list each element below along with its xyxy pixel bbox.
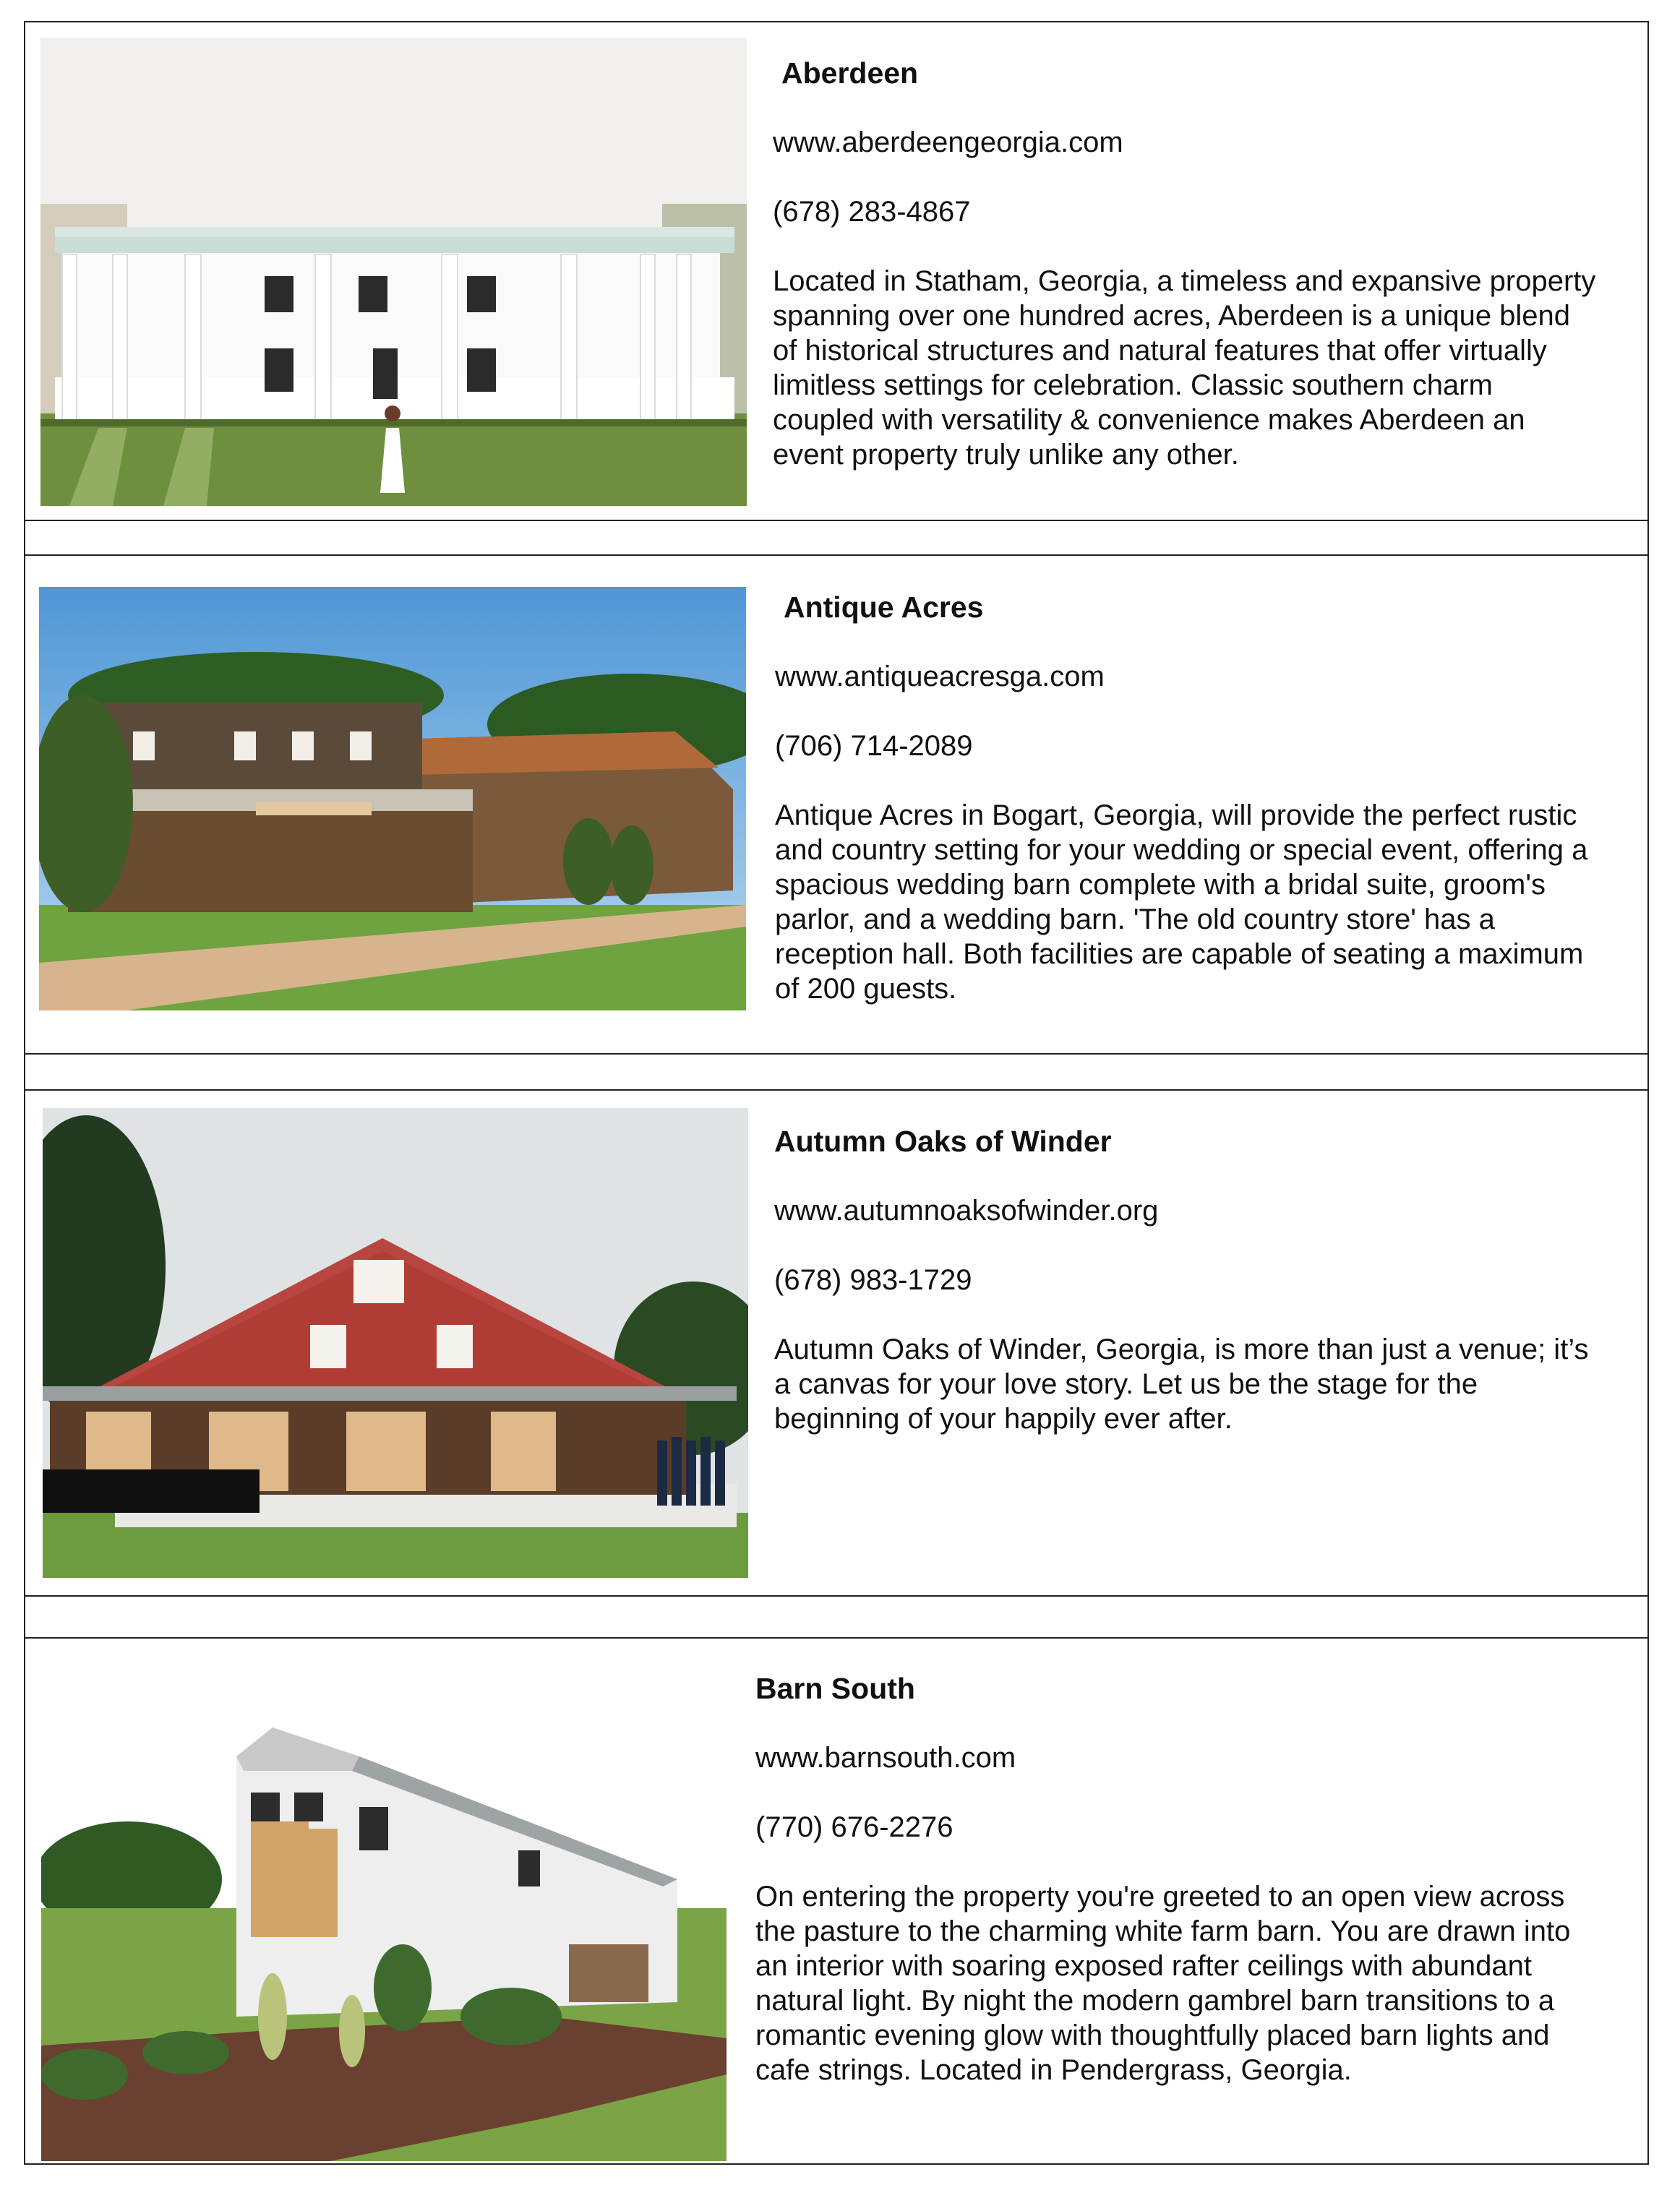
venue-website-link[interactable]: www.aberdeengeorgia.com bbox=[773, 126, 1123, 158]
venue-description: Autumn Oaks of Winder, Georgia, is more than just a venue; it’s a canvas for your love story. Let us be the stage for the beginning of your happily ever after. bbox=[774, 1334, 1589, 1435]
aberdeen-info bbox=[773, 56, 1640, 472]
venue-phone: (678) 283-4867 bbox=[773, 196, 971, 228]
venue-name: Antique Acres bbox=[784, 591, 984, 624]
venue-name: Barn South bbox=[755, 1672, 915, 1705]
venue-website-link[interactable]: www.antiqueacresga.com bbox=[775, 661, 1105, 692]
venue-website-link[interactable]: www.autumnoaksofwinder.org bbox=[774, 1195, 1159, 1227]
spacer-row bbox=[24, 520, 1649, 556]
spacer-row bbox=[24, 1595, 1649, 1639]
spacer-row bbox=[24, 1053, 1649, 1091]
venue-phone: (770) 676-2276 bbox=[755, 1811, 953, 1843]
autumn-oaks-photo bbox=[43, 1108, 748, 1578]
venue-description: Located in Statham, Georgia, a timeless and expansive property spanning over one hundred acres, Aberdeen is a unique blend of historical structures and natural features that offer virtually limitless settings for celebration. Classic southern charm coupled with versatility & convenience makes Aberdeen an event property truly unlike any other. bbox=[773, 265, 1596, 471]
barn-south-photo bbox=[41, 1713, 727, 2161]
venue-website-link[interactable]: www.barnsouth.com bbox=[755, 1742, 1016, 1774]
venue-description: On entering the property you're greeted to an open view across the pasture to the charming white farm barn. You are drawn into an interior with soaring exposed rafter ceilings with abundant natural light. By night the modern gambrel barn transitions to a romantic evening glow with thoughtfully placed barn lights and cafe strings. Located in Pendergrass, Georgia. bbox=[755, 1881, 1571, 2086]
venue-name: Aberdeen bbox=[781, 56, 919, 90]
antique-acres-photo bbox=[39, 587, 746, 1010]
venue-name: Autumn Oaks of Winder bbox=[774, 1125, 1112, 1158]
venue-phone: (678) 983-1729 bbox=[774, 1264, 972, 1296]
aberdeen-photo bbox=[40, 38, 747, 506]
venue-description: Antique Acres in Bogart, Georgia, will provide the perfect rustic and country setting for your wedding or special event, offering a spacious wedding barn complete with a bridal suite, groom's parlor, and a wedding barn. 'The old country store' has a reception hall. Both facilities are capable of seating a maximum of 200 guests. bbox=[775, 799, 1588, 1005]
venue-phone: (706) 714-2089 bbox=[775, 730, 973, 762]
autumn-oaks-info bbox=[774, 1124, 1642, 1436]
antique-acres-info bbox=[775, 590, 1642, 1006]
barn-south-info bbox=[755, 1671, 1630, 2087]
